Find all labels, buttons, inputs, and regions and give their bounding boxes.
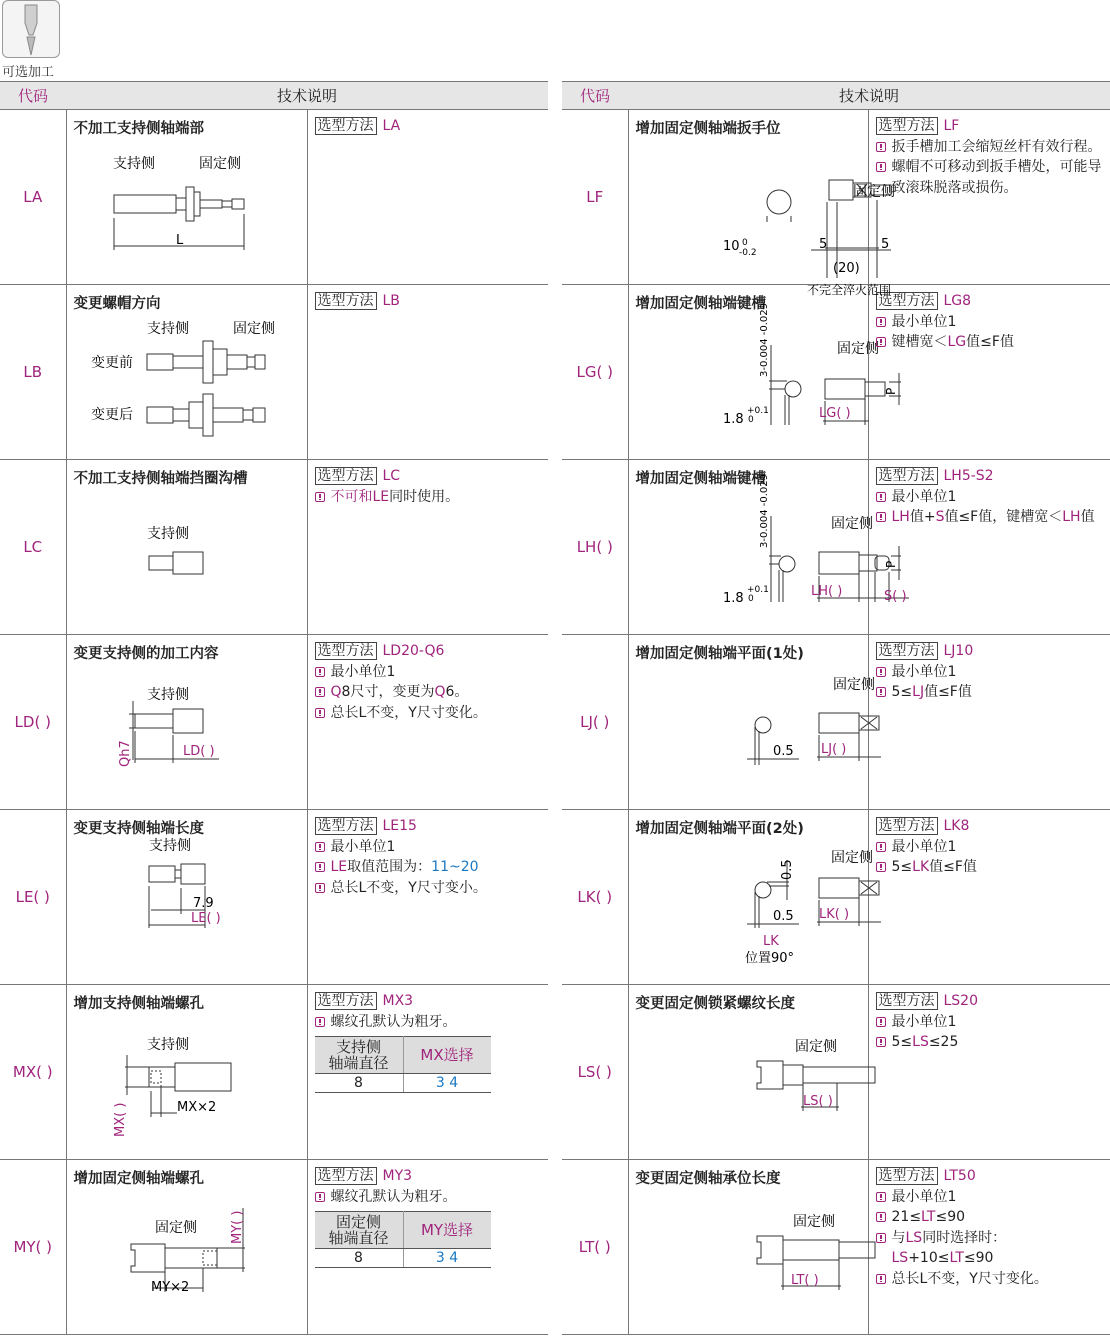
table-row: [562, 635, 1110, 810]
lc-drawing: [67, 460, 307, 634]
note-text: 21≤: [891, 1209, 922, 1225]
note-text: 最小单位1: [891, 488, 957, 505]
method-code: LG8: [943, 293, 972, 309]
notice-icon: [876, 317, 886, 327]
note-text: 取值范围为：: [347, 859, 432, 875]
note-item: [876, 157, 1105, 198]
notice-icon: [876, 337, 886, 347]
lj-dimension: LJ( ): [820, 742, 846, 757]
dim-1-8-lower: 0: [747, 594, 754, 604]
option-code: LG( ): [562, 285, 628, 460]
note-item: [876, 837, 1105, 858]
mini-header-dia: 支持侧 轴端直径: [315, 1037, 404, 1074]
note-text: 值≤F值: [966, 334, 1014, 350]
table-row: [0, 635, 548, 810]
note-text: Q: [330, 684, 342, 700]
notice-icon: [876, 1233, 886, 1243]
fixed-side-label: 固定侧: [198, 156, 241, 172]
notice-icon: [876, 1212, 886, 1222]
mini-header-select: MY选择: [403, 1212, 491, 1249]
dim-7-9: 7.9: [192, 896, 214, 911]
ls-drawing: [629, 985, 869, 1159]
dim-1-8-upper: +0.1: [746, 406, 769, 416]
method-cell: [307, 635, 548, 810]
notice-icon: [876, 142, 886, 152]
s-dimension: S( ): [883, 589, 907, 604]
before-label: 变更前: [90, 355, 133, 371]
figure-cell: [66, 985, 307, 1160]
notice-icon: [315, 667, 325, 677]
mini-cell-dia: 8: [315, 1249, 404, 1268]
figure-cell: [66, 285, 307, 460]
mini-header-dia: 固定侧 轴端直径: [315, 1212, 404, 1249]
note-text: S: [935, 509, 945, 525]
table-row: [0, 110, 548, 285]
note-item: [876, 312, 1105, 333]
note-text: +10≤: [908, 1250, 950, 1266]
note-item: [315, 837, 543, 858]
option-code: LT( ): [562, 1160, 628, 1335]
note-text: 最小单位1: [891, 838, 957, 855]
note-text: ≤90: [935, 1209, 966, 1225]
note-item: [876, 662, 1105, 683]
method-code: MY3: [382, 1168, 413, 1184]
method-label: 选型方法: [876, 467, 938, 485]
figure-cell: [628, 1160, 868, 1335]
notice-icon: [315, 492, 325, 502]
table-row: [562, 285, 1110, 460]
note-text: 5≤: [891, 684, 913, 700]
note-text: LE: [330, 859, 348, 875]
figure-title: 增加固定侧轴端平面(1处): [635, 646, 804, 662]
note-text: LT: [949, 1250, 964, 1266]
figure-title: 变更支持侧的加工内容: [73, 646, 219, 662]
length-label: L: [175, 233, 183, 248]
option-code: LH( ): [562, 460, 628, 635]
dim-5-right: 5: [880, 237, 889, 252]
note-text: 值≤F值: [929, 859, 977, 875]
desc-header: 技术说明: [628, 82, 1110, 110]
my-size-table: [315, 1211, 491, 1268]
table-row: [562, 985, 1110, 1160]
method-label: 选型方法: [876, 117, 938, 135]
lj-drawing: [629, 635, 875, 809]
note-item: [315, 878, 543, 899]
method-cell: [868, 985, 1110, 1160]
figure-cell: [66, 810, 307, 985]
method-label: 选型方法: [876, 992, 938, 1010]
my-drawing: [67, 1160, 307, 1334]
figure-title: 变更支持侧轴端长度: [73, 821, 204, 837]
code-header: 代码: [562, 82, 628, 110]
fixed-side-label: 固定侧: [830, 516, 873, 532]
notice-icon: [876, 1274, 886, 1284]
note-text: 最小单位1: [891, 1188, 957, 1205]
method-cell: [307, 1160, 548, 1335]
note-text: 总长L不变，Y尺寸变化。: [891, 1270, 1048, 1287]
method-label: 选型方法: [876, 817, 938, 835]
figure-title: 增加固定侧轴端螺孔: [73, 1171, 204, 1187]
notice-icon: [315, 708, 325, 718]
note-item: [876, 137, 1105, 158]
method-code: LH5-S2: [943, 468, 994, 484]
note-item: [876, 507, 1105, 528]
figure-title: 增加固定侧轴端扳手位: [635, 121, 781, 137]
lk-position-label: 位置90°: [744, 951, 794, 966]
figure-title: 变更固定侧轴承位长度: [635, 1171, 781, 1187]
lg-dimension: LG( ): [818, 406, 851, 421]
notice-icon: [315, 1192, 325, 1202]
my-x2-label: MY×2: [150, 1280, 189, 1295]
note-item: [315, 1012, 543, 1033]
method-cell: [868, 1160, 1110, 1335]
code-header: 代码: [0, 82, 66, 110]
note-text: 最小单位1: [330, 838, 396, 855]
figure-title: 增加固定侧轴端平面(2处): [635, 821, 804, 837]
after-label: 变更后: [90, 407, 133, 423]
fixed-side-label: 固定侧: [852, 184, 895, 200]
note-item: [315, 1187, 543, 1208]
note-item: [876, 1228, 1105, 1269]
note-text: 扳手槽加工会缩短丝杆有效行程。: [891, 138, 1102, 155]
method-code: LE15: [382, 818, 417, 834]
note-item: [876, 1269, 1105, 1290]
key-width-tol: 3-0.004 -0.029: [758, 473, 770, 548]
le-dimension: LE( ): [190, 911, 221, 926]
option-code: MX( ): [0, 985, 66, 1160]
dim-10-lower-tol: -0.2: [738, 248, 757, 258]
figure-title: 增加固定侧轴端键槽: [635, 471, 766, 487]
method-cell: [307, 985, 548, 1160]
note-text: 不可和: [330, 488, 373, 505]
method-code: LC: [382, 468, 401, 484]
note-text: 总长L不变，Y尺寸变化。: [330, 704, 487, 721]
support-side-label: 支持侧: [146, 526, 189, 542]
support-side-label: 支持侧: [112, 156, 155, 172]
note-text: 最小单位1: [891, 313, 957, 330]
figure-cell: [66, 1160, 307, 1335]
notice-icon: [315, 1017, 325, 1027]
note-text: 8尺寸，变更为: [341, 684, 435, 700]
note-text: 值≤F值，键槽宽＜: [944, 509, 1063, 525]
table-row: [562, 460, 1110, 635]
notice-icon: [876, 687, 886, 697]
note-text: LH: [1062, 509, 1081, 525]
ld-drawing: [67, 635, 307, 809]
lk-dimension: LK( ): [818, 907, 849, 922]
ls-dimension: LS( ): [802, 1094, 833, 1109]
table-row: [0, 810, 548, 985]
dim-1-8: 1.8: [722, 591, 744, 606]
method-label: 选型方法: [315, 117, 377, 135]
table-row: [0, 460, 548, 635]
table-row: [0, 1160, 548, 1335]
note-text: 键槽宽＜: [891, 334, 948, 350]
method-label: 选型方法: [876, 642, 938, 660]
note-item: [876, 1032, 1105, 1053]
note-text: 同时使用。: [389, 488, 460, 505]
note-text: 最小单位1: [891, 663, 957, 680]
q-label: Qh7: [117, 740, 133, 767]
figure-cell: [628, 985, 868, 1160]
notice-icon: [876, 862, 886, 872]
method-code: LJ10: [943, 643, 974, 659]
note-text: LE: [372, 488, 390, 505]
note-item: [315, 682, 543, 703]
dim-10-upper-tol: 0: [741, 238, 748, 248]
note-item: [315, 703, 543, 724]
fixed-side-label: 固定侧: [154, 1220, 197, 1236]
fixed-side-label: 固定侧: [792, 1214, 835, 1230]
table-row: [0, 985, 548, 1160]
badge-label: 可选加工: [2, 65, 55, 80]
option-code: LF: [562, 110, 628, 285]
note-item: [876, 487, 1105, 508]
figure-cell: [628, 810, 873, 985]
mx-drawing: [67, 985, 307, 1159]
note-text: 5≤: [891, 859, 913, 875]
notice-icon: [876, 1017, 886, 1027]
note-item: [315, 662, 543, 683]
method-label: 选型方法: [315, 642, 377, 660]
option-code: LB: [0, 285, 66, 460]
option-code: LK( ): [562, 810, 628, 985]
machining-badge-icon: [2, 0, 60, 58]
notice-icon: [876, 162, 886, 172]
note-text: 螺帽不可移动到扳手槽处，可能导致滚珠脱落或损伤。: [891, 159, 1102, 196]
method-code: LF: [943, 118, 960, 134]
dim-0-5: 0.5: [772, 909, 794, 924]
figure-title: 增加支持侧轴端螺孔: [73, 996, 204, 1012]
note-text: 最小单位1: [891, 1013, 957, 1030]
figure-title: 不加工支持侧轴端挡圈沟槽: [73, 471, 248, 487]
note-item: [876, 682, 1105, 703]
note-text: LJ: [912, 684, 925, 700]
method-cell: [307, 110, 548, 285]
support-side-label: 支持侧: [148, 838, 191, 854]
note-item: [876, 1187, 1105, 1208]
fixed-side-label: 固定侧: [830, 850, 873, 866]
note-text: 同时选择时：: [922, 1229, 1007, 1246]
lk-drawing: [629, 810, 873, 984]
dim-10: 10: [722, 239, 740, 254]
right-spec-table: [562, 81, 1110, 1335]
option-code: LA: [0, 110, 66, 285]
note-item: [315, 487, 543, 508]
note-text: LT: [921, 1209, 936, 1225]
method-label: 选型方法: [315, 292, 377, 310]
lt-drawing: [629, 1160, 869, 1334]
option-code: MY( ): [0, 1160, 66, 1335]
note-item: [315, 857, 543, 878]
note-text: 与: [891, 1229, 906, 1246]
support-side-label: 支持侧: [146, 687, 189, 703]
figure-title: 变更固定侧锁紧螺纹长度: [635, 996, 795, 1012]
lb-drawing: [67, 285, 307, 459]
note-item: [876, 1207, 1105, 1228]
note-text: LG: [947, 334, 967, 350]
figure-title: 增加固定侧轴端键槽: [635, 296, 766, 312]
note-item: [876, 857, 1105, 878]
le-drawing: [67, 810, 307, 984]
figure-title: 变更螺帽方向: [73, 296, 161, 312]
method-label: 选型方法: [315, 1167, 377, 1185]
notice-icon: [876, 667, 886, 677]
mx-x2-label: MX×2: [176, 1100, 216, 1115]
option-code: LC: [0, 460, 66, 635]
method-code: LB: [382, 293, 400, 309]
note-text: 6。: [445, 684, 469, 700]
method-cell: [307, 285, 548, 460]
option-code: LD( ): [0, 635, 66, 810]
note-text: 值: [1080, 509, 1095, 525]
table-row: [562, 1160, 1110, 1335]
method-code: LA: [382, 118, 401, 134]
figure-cell: [66, 460, 307, 635]
note-text: 值≤F值: [924, 684, 972, 700]
dim-1-8-lower: 0: [747, 415, 754, 425]
mx-dia-label: MX( ): [112, 1102, 128, 1137]
notice-icon: [315, 883, 325, 893]
figure-cell: [66, 110, 307, 285]
note-text: Q: [434, 684, 446, 700]
p-label: P: [883, 560, 898, 568]
note-text: 总长L不变，Y尺寸变小。: [330, 879, 487, 896]
key-width-tol: 3-0.004 -0.029: [758, 302, 770, 377]
method-cell: [868, 460, 1110, 635]
dim-5-left: 5: [818, 237, 827, 252]
note-text: 5≤: [891, 1034, 913, 1050]
mini-cell-dia: 8: [315, 1074, 404, 1093]
p-label: P: [883, 387, 898, 395]
dim-1-8: 1.8: [722, 412, 744, 427]
figure-cell: [628, 635, 875, 810]
lk-position-code: LK: [762, 934, 779, 949]
note-text: LH: [891, 509, 910, 525]
method-cell: [868, 285, 1110, 460]
figure-cell: [66, 635, 307, 810]
table-row: [562, 810, 1110, 985]
method-code: LT50: [943, 1168, 976, 1184]
notice-icon: [876, 1192, 886, 1202]
dim-0-5: 0.5: [772, 744, 794, 759]
fixed-side-label: 固定侧: [232, 321, 275, 337]
mini-header-select: MX选择: [403, 1037, 491, 1074]
note-item: [876, 332, 1105, 353]
note-text: LS: [912, 1034, 929, 1050]
method-cell: [307, 810, 548, 985]
notice-icon: [876, 512, 886, 522]
note-text: 值+: [909, 509, 936, 525]
method-label: 选型方法: [876, 1167, 938, 1185]
lt-dimension: LT( ): [790, 1273, 819, 1288]
mx-size-table: [315, 1036, 491, 1093]
notice-icon: [315, 687, 325, 697]
lh-dimension: LH( ): [810, 584, 842, 599]
method-cell: [868, 635, 1110, 810]
method-label: 选型方法: [315, 817, 377, 835]
lf-drawing: [629, 110, 895, 297]
method-code: LK8: [943, 818, 970, 834]
notice-icon: [876, 492, 886, 502]
desc-header: 技术说明: [66, 82, 548, 110]
note-text: 螺纹孔默认为粗牙。: [330, 1013, 457, 1030]
fixed-side-label: 固定侧: [832, 677, 875, 693]
dim-1-8-upper: +0.1: [746, 585, 769, 595]
mini-cell-select: 3 4: [403, 1249, 491, 1268]
option-code: LS( ): [562, 985, 628, 1160]
method-label: 选型方法: [876, 292, 938, 310]
note-text: LK: [912, 859, 930, 875]
left-spec-table: [0, 81, 548, 1335]
method-label: 选型方法: [315, 992, 377, 1010]
method-code: LS20: [943, 993, 979, 1009]
note-text: ≤25: [928, 1034, 959, 1050]
my-dia-label: MY( ): [229, 1210, 245, 1244]
lg-drawing: [629, 285, 898, 459]
notice-icon: [876, 842, 886, 852]
option-code: LE( ): [0, 810, 66, 985]
notice-icon: [315, 842, 325, 852]
method-code: LD20-Q6: [382, 643, 445, 659]
note-text: 螺纹孔默认为粗牙。: [330, 1188, 457, 1205]
notice-icon: [315, 862, 325, 872]
fixed-side-label: 固定侧: [836, 341, 879, 357]
la-drawing: [67, 110, 307, 284]
note-text: LS: [905, 1229, 923, 1246]
note-text: 11~20: [431, 859, 479, 875]
dim-0-5-vertical: 0.5: [779, 859, 795, 880]
table-row: [0, 285, 548, 460]
method-code: MX3: [382, 993, 414, 1009]
ld-dimension: LD( ): [182, 744, 215, 759]
support-side-label: 支持侧: [146, 321, 189, 337]
method-cell: [868, 110, 1110, 285]
option-code: LJ( ): [562, 635, 628, 810]
table-row: [562, 110, 1110, 285]
dim-20: (20): [832, 261, 860, 276]
figure-title: 不加工支持侧轴端部: [73, 121, 204, 137]
figure-cell: [628, 110, 895, 297]
method-label: 选型方法: [315, 467, 377, 485]
note-text: ≤90: [963, 1250, 994, 1266]
note-text: 最小单位1: [330, 663, 396, 680]
figure-cell: [628, 285, 898, 460]
method-cell: [868, 810, 1110, 985]
method-cell: [307, 460, 548, 635]
fixed-side-label: 固定侧: [794, 1039, 837, 1055]
notice-icon: [876, 1037, 886, 1047]
support-side-label: 支持侧: [146, 1037, 189, 1053]
hardening-range-label: 不完全淬火范围: [806, 283, 891, 297]
note-item: [876, 1012, 1105, 1033]
mini-cell-select: 3 4: [403, 1074, 491, 1093]
note-text: LS: [891, 1250, 909, 1266]
